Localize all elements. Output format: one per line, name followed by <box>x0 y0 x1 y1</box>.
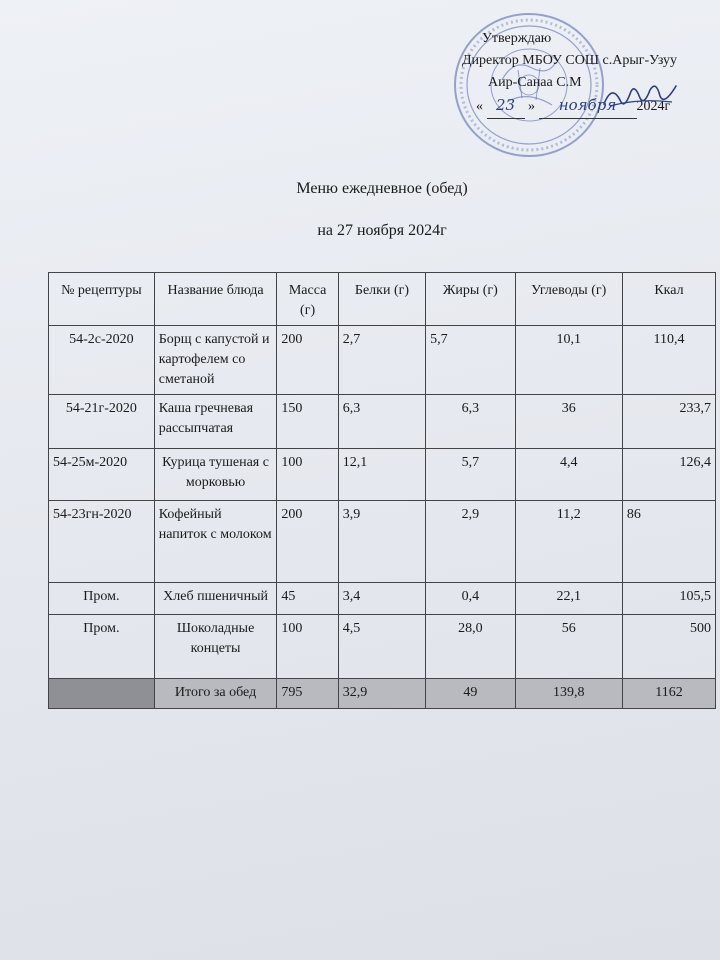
date-month: ноября <box>558 96 617 114</box>
table-header-row <box>49 273 716 326</box>
cell-recipe-number: Пром. <box>49 615 155 679</box>
cell-dish-name: Борщ с капустой и картофелем со сметаной <box>154 326 277 395</box>
cell-carbs: 4,4 <box>515 449 622 501</box>
header-fat: Жиры (г) <box>426 273 515 326</box>
cell-recipe-number: 54-23гн-2020 <box>49 501 155 583</box>
table-row <box>49 395 716 449</box>
cell-dish-name: Шоколадные концеты <box>154 615 277 679</box>
cell-fat: 28,0 <box>426 615 515 679</box>
cell-carbs: 36 <box>515 395 622 449</box>
cell-mass: 100 <box>277 449 338 501</box>
cell-mass: 200 <box>277 326 338 395</box>
table-row <box>49 583 716 615</box>
approval-position: Директор МБОУ СОШ с.Арыг-Узуу <box>462 53 678 68</box>
cell-protein: 12,1 <box>338 449 425 501</box>
cell-kcal: 500 <box>622 615 715 679</box>
cell-recipe-number: 54-25м-2020 <box>49 449 155 501</box>
cell-dish-name: Каша гречневая рассыпчатая <box>154 395 277 449</box>
cell-total-code <box>49 679 155 709</box>
approval-name: Аир-Санаа С.М <box>488 75 582 90</box>
cell-protein: 2,7 <box>338 326 425 395</box>
cell-kcal: 105,5 <box>622 583 715 615</box>
cell-fat: 2,9 <box>426 501 515 583</box>
cell-carbs: 22,1 <box>515 583 622 615</box>
cell-recipe-number: 54-21г-2020 <box>49 395 155 449</box>
table-row <box>49 326 716 395</box>
cell-dish-name: Курица тушеная с морковью <box>154 449 277 501</box>
cell-kcal: 233,7 <box>622 395 715 449</box>
cell-carbs: 10,1 <box>515 326 622 395</box>
header-kcal: Ккал <box>622 273 715 326</box>
cell-total-label: Итого за обед <box>154 679 277 709</box>
menu-title: Меню ежедневное (обед) <box>296 180 468 197</box>
cell-total-kcal: 1162 <box>622 679 715 709</box>
cell-kcal: 110,4 <box>622 326 715 395</box>
cell-total-mass: 795 <box>277 679 338 709</box>
cell-mass: 200 <box>277 501 338 583</box>
cell-total-protein: 32,9 <box>338 679 425 709</box>
cell-protein: 3,4 <box>338 583 425 615</box>
cell-carbs: 56 <box>515 615 622 679</box>
cell-fat: 5,7 <box>426 449 515 501</box>
date-day: 23 <box>495 96 516 114</box>
date-close-quote: » <box>528 99 535 114</box>
cell-dish-name: Кофейный напиток с молоком <box>154 501 277 583</box>
header-recipe-number: № рецептуры <box>49 273 155 326</box>
header-dish-name: Название блюда <box>154 273 277 326</box>
cell-recipe-number: 54-2с-2020 <box>49 326 155 395</box>
cell-protein: 6,3 <box>338 395 425 449</box>
table-row <box>49 615 716 679</box>
cell-protein: 3,9 <box>338 501 425 583</box>
approval-title: Утверждаю <box>482 31 552 46</box>
cell-total-fat: 49 <box>426 679 515 709</box>
cell-dish-name: Хлеб пшеничный <box>154 583 277 615</box>
date-open-quote: « <box>476 99 483 114</box>
cell-recipe-number: Пром. <box>49 583 155 615</box>
table-row <box>49 449 716 501</box>
menu-date: на 27 ноября 2024г <box>317 222 447 239</box>
cell-kcal: 126,4 <box>622 449 715 501</box>
cell-carbs: 11,2 <box>515 501 622 583</box>
cell-fat: 0,4 <box>426 583 515 615</box>
director-signature <box>600 76 680 116</box>
table-row <box>49 501 716 583</box>
menu-table <box>48 272 716 709</box>
cell-mass: 45 <box>277 583 338 615</box>
cell-kcal: 86 <box>622 501 715 583</box>
cell-fat: 6,3 <box>426 395 515 449</box>
table-total-row <box>49 679 716 709</box>
cell-total-carbs: 139,8 <box>515 679 622 709</box>
cell-protein: 4,5 <box>338 615 425 679</box>
header-carbs: Углеводы (г) <box>515 273 622 326</box>
cell-mass: 150 <box>277 395 338 449</box>
header-protein: Белки (г) <box>338 273 425 326</box>
cell-fat: 5,7 <box>426 326 515 395</box>
cell-mass: 100 <box>277 615 338 679</box>
date-year: 2024г <box>636 99 671 114</box>
header-mass: Масса (г) <box>277 273 338 326</box>
